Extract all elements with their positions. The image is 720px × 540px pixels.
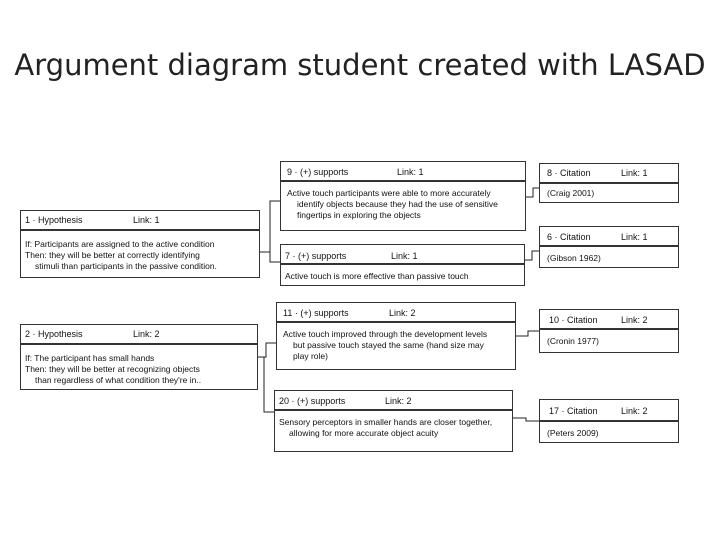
- node-link: Link: 1: [133, 215, 160, 225]
- node-link: Link: 1: [391, 251, 418, 261]
- citation-text: (Gibson 1962): [547, 253, 601, 263]
- citation-node-6[interactable]: [539, 226, 679, 246]
- hypothesis-line: stimuli than participants in the passive condition.: [35, 261, 217, 271]
- connector-h1-s9: [260, 201, 280, 252]
- supports-node-7[interactable]: [280, 244, 525, 264]
- node-header: 1 · Hypothesis: [25, 215, 83, 225]
- node-link: Link: 1: [621, 232, 648, 242]
- supports-node-20[interactable]: [274, 390, 513, 410]
- supports-body-9[interactable]: [280, 181, 526, 231]
- node-header: 11 · (+) supports: [283, 308, 349, 318]
- supports-body-7[interactable]: [280, 264, 525, 286]
- citation-body-10[interactable]: [539, 329, 679, 353]
- supports-line: fingertips in exploring the objects: [297, 210, 421, 220]
- supports-line: Active touch is more effective than passive touch: [285, 271, 469, 281]
- node-header: 17 · Citation: [549, 406, 598, 416]
- node-link: Link: 2: [621, 406, 648, 416]
- citation-text: (Cronin 1977): [547, 336, 599, 346]
- citation-node-8[interactable]: [539, 163, 679, 183]
- hypothesis-line: Then: they will be better at correctly identifying: [25, 250, 200, 260]
- node-header: 10 · Citation: [549, 315, 598, 325]
- slide-title: Argument diagram student created with LASAD: [14, 48, 706, 82]
- node-link: Link: 1: [621, 168, 648, 178]
- supports-body-11[interactable]: [276, 322, 516, 370]
- hypothesis-line: If: The participant has small hands: [25, 353, 155, 363]
- hypothesis-line: Then: they will be better at recognizing objects: [25, 364, 200, 374]
- supports-line: allowing for more accurate object acuity: [289, 428, 439, 438]
- citation-text: (Craig 2001): [547, 188, 595, 198]
- node-link: Link: 2: [389, 308, 416, 318]
- hypothesis-node-2[interactable]: [20, 324, 258, 344]
- supports-line: Active touch improved through the development levels: [283, 329, 488, 339]
- connector-s7-c6: [525, 251, 539, 260]
- connector-s20-c17: [513, 418, 539, 421]
- connector-s11-c10: [516, 331, 539, 336]
- connector-h2-s11: [258, 343, 276, 357]
- hypothesis-body-1[interactable]: [20, 230, 260, 278]
- connector-h2-s20: [258, 357, 274, 412]
- supports-node-11[interactable]: [276, 302, 516, 322]
- node-link: Link: 2: [385, 396, 412, 406]
- node-header: 2 · Hypothesis: [25, 329, 83, 339]
- node-header: 7 · (+) supports: [285, 251, 347, 261]
- citation-body-6[interactable]: [539, 246, 679, 268]
- citation-node-10[interactable]: [539, 309, 679, 329]
- citation-text: (Peters 2009): [547, 428, 599, 438]
- citation-body-8[interactable]: [539, 183, 679, 203]
- hypothesis-body-2[interactable]: [20, 344, 258, 390]
- node-link: Link: 1: [397, 167, 424, 177]
- node-header: 6 · Citation: [547, 232, 591, 242]
- supports-body-20[interactable]: [274, 410, 513, 452]
- supports-line: identify objects because they had the use of sensitive: [297, 199, 498, 209]
- citation-body-17[interactable]: [539, 421, 679, 443]
- node-link: Link: 2: [621, 315, 648, 325]
- supports-line: Active touch participants were able to more accurately: [287, 188, 491, 198]
- hypothesis-line: than regardless of what condition they're in..: [35, 375, 202, 385]
- citation-node-17[interactable]: [539, 399, 679, 421]
- supports-line: but passive touch stayed the same (hand size may: [293, 340, 484, 350]
- supports-line: play role): [293, 351, 328, 361]
- node-link: Link: 2: [133, 329, 160, 339]
- node-header: 9 · (+) supports: [287, 167, 349, 177]
- hypothesis-line: If: Participants are assigned to the active condition: [25, 239, 215, 249]
- hypothesis-node-1[interactable]: [20, 210, 260, 230]
- connector-s9-c8: [526, 188, 539, 197]
- supports-line: Sensory perceptors in smaller hands are closer together,: [279, 417, 493, 427]
- node-header: 20 · (+) supports: [279, 396, 346, 406]
- node-header: 8 · Citation: [547, 168, 591, 178]
- supports-node-9[interactable]: [280, 161, 526, 181]
- connector-h1-s7: [260, 252, 280, 262]
